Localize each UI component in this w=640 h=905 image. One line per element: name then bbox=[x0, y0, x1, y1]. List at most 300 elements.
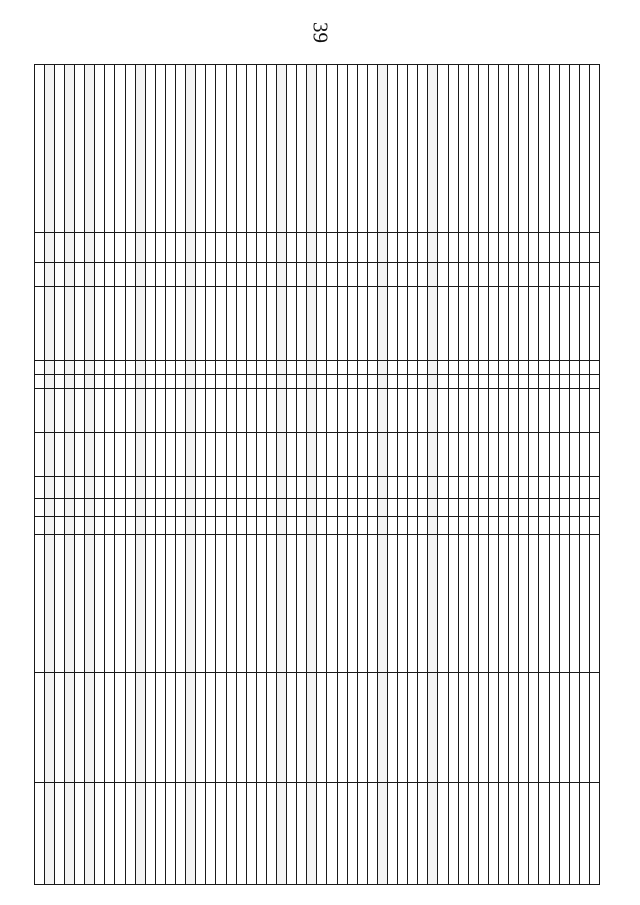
table-cell bbox=[54, 233, 64, 263]
table-cell bbox=[266, 433, 276, 477]
table-row bbox=[256, 65, 266, 885]
table-cell bbox=[95, 389, 105, 433]
table-cell bbox=[176, 477, 186, 499]
table-cell bbox=[317, 783, 327, 885]
table-cell bbox=[438, 477, 448, 499]
table-cell bbox=[448, 517, 458, 535]
table-cell bbox=[297, 673, 307, 783]
table-cell bbox=[54, 477, 64, 499]
table-cell bbox=[277, 361, 287, 375]
table-cell bbox=[337, 517, 347, 535]
table-cell bbox=[388, 673, 398, 783]
table-cell bbox=[307, 389, 317, 433]
register-table bbox=[34, 64, 600, 885]
table-cell bbox=[277, 287, 287, 361]
table-cell bbox=[428, 233, 438, 263]
table-cell bbox=[105, 263, 115, 287]
table-cell bbox=[105, 477, 115, 499]
table-row bbox=[246, 65, 256, 885]
table-cell bbox=[317, 433, 327, 477]
table-cell bbox=[448, 477, 458, 499]
table-cell bbox=[468, 65, 478, 233]
table-cell bbox=[165, 389, 175, 433]
table-cell bbox=[34, 375, 44, 389]
table-cell bbox=[155, 535, 165, 673]
table-cell bbox=[499, 433, 509, 477]
table-cell bbox=[549, 361, 559, 375]
table-cell bbox=[196, 263, 206, 287]
table-cell bbox=[105, 287, 115, 361]
table-cell bbox=[488, 433, 498, 477]
table-cell bbox=[347, 287, 357, 361]
table-cell bbox=[408, 433, 418, 477]
table-cell bbox=[155, 783, 165, 885]
table-cell bbox=[569, 535, 579, 673]
table-cell bbox=[176, 375, 186, 389]
table-cell bbox=[317, 517, 327, 535]
table-cell bbox=[418, 783, 428, 885]
table-cell bbox=[216, 287, 226, 361]
table-cell bbox=[398, 499, 408, 517]
table-row bbox=[539, 65, 549, 885]
table-cell bbox=[367, 65, 377, 233]
table-cell bbox=[105, 499, 115, 517]
table-cell bbox=[125, 783, 135, 885]
table-row bbox=[559, 65, 569, 885]
table-cell bbox=[95, 673, 105, 783]
table-cell bbox=[327, 65, 337, 233]
table-cell bbox=[398, 783, 408, 885]
table-cell bbox=[559, 263, 569, 287]
table-cell bbox=[428, 517, 438, 535]
table-cell bbox=[105, 517, 115, 535]
table-subtotal-row bbox=[135, 65, 145, 885]
table-cell bbox=[388, 263, 398, 287]
table-subtotal-row bbox=[186, 65, 196, 885]
table-cell bbox=[186, 263, 196, 287]
table-cell bbox=[266, 375, 276, 389]
table-cell bbox=[478, 517, 488, 535]
table-cell bbox=[559, 233, 569, 263]
table-cell bbox=[145, 517, 155, 535]
table-cell bbox=[256, 287, 266, 361]
table-cell bbox=[539, 389, 549, 433]
table-cell bbox=[186, 233, 196, 263]
table-cell bbox=[509, 433, 519, 477]
table-cell bbox=[448, 361, 458, 375]
table-cell bbox=[44, 517, 54, 535]
table-cell bbox=[539, 783, 549, 885]
table-cell bbox=[75, 517, 85, 535]
table-cell bbox=[438, 263, 448, 287]
table-cell bbox=[438, 65, 448, 233]
table-cell bbox=[428, 433, 438, 477]
table-cell bbox=[549, 433, 559, 477]
table-cell bbox=[509, 65, 519, 233]
table-cell bbox=[34, 535, 44, 673]
table-cell bbox=[266, 389, 276, 433]
table-cell bbox=[236, 477, 246, 499]
table-row bbox=[165, 65, 175, 885]
table-cell bbox=[398, 65, 408, 233]
table-cell bbox=[347, 433, 357, 477]
table-cell bbox=[529, 263, 539, 287]
table-row bbox=[488, 65, 498, 885]
table-cell bbox=[458, 263, 468, 287]
table-row bbox=[408, 65, 418, 885]
table-cell bbox=[34, 233, 44, 263]
table-cell bbox=[216, 433, 226, 477]
table-row bbox=[337, 65, 347, 885]
table-cell bbox=[246, 517, 256, 535]
table-cell bbox=[559, 433, 569, 477]
table-cell bbox=[347, 65, 357, 233]
table-cell bbox=[367, 389, 377, 433]
table-cell bbox=[85, 433, 95, 477]
table-cell bbox=[65, 783, 75, 885]
table-cell bbox=[266, 673, 276, 783]
table-cell bbox=[125, 499, 135, 517]
table-row bbox=[569, 65, 579, 885]
table-cell bbox=[388, 433, 398, 477]
table-cell bbox=[569, 783, 579, 885]
table-cell bbox=[155, 433, 165, 477]
table-cell bbox=[135, 65, 145, 233]
table-cell bbox=[85, 287, 95, 361]
table-cell bbox=[357, 477, 367, 499]
table-cell bbox=[589, 535, 599, 673]
register-table-container bbox=[74, 64, 600, 884]
table-cell bbox=[438, 375, 448, 389]
table-cell bbox=[75, 535, 85, 673]
table-cell bbox=[559, 375, 569, 389]
table-cell bbox=[499, 673, 509, 783]
table-cell bbox=[85, 389, 95, 433]
table-cell bbox=[519, 477, 529, 499]
table-cell bbox=[549, 389, 559, 433]
table-cell bbox=[95, 433, 105, 477]
table-cell bbox=[488, 517, 498, 535]
table-cell bbox=[135, 433, 145, 477]
table-cell bbox=[438, 433, 448, 477]
table-cell bbox=[287, 477, 297, 499]
table-cell bbox=[377, 535, 387, 673]
table-cell bbox=[44, 65, 54, 233]
table-cell bbox=[458, 499, 468, 517]
table-row bbox=[287, 65, 297, 885]
table-cell bbox=[418, 535, 428, 673]
table-cell bbox=[428, 375, 438, 389]
table-cell bbox=[589, 477, 599, 499]
table-cell bbox=[226, 233, 236, 263]
table-cell bbox=[135, 263, 145, 287]
table-cell bbox=[539, 361, 549, 375]
table-cell bbox=[509, 535, 519, 673]
table-cell bbox=[519, 287, 529, 361]
table-cell bbox=[569, 233, 579, 263]
table-cell bbox=[125, 389, 135, 433]
table-cell bbox=[539, 375, 549, 389]
table-cell bbox=[519, 375, 529, 389]
table-cell bbox=[317, 477, 327, 499]
table-cell bbox=[125, 263, 135, 287]
table-cell bbox=[438, 673, 448, 783]
table-cell bbox=[307, 361, 317, 375]
table-cell bbox=[398, 535, 408, 673]
table-cell bbox=[85, 477, 95, 499]
table-cell bbox=[539, 535, 549, 673]
table-cell bbox=[448, 783, 458, 885]
table-cell bbox=[327, 433, 337, 477]
table-cell bbox=[287, 673, 297, 783]
table-cell bbox=[85, 65, 95, 233]
table-cell bbox=[569, 477, 579, 499]
table-row bbox=[529, 65, 539, 885]
table-subtotal-row bbox=[65, 65, 75, 885]
table-cell bbox=[287, 389, 297, 433]
table-cell bbox=[408, 375, 418, 389]
table-cell bbox=[579, 433, 589, 477]
table-cell bbox=[155, 673, 165, 783]
table-subtotal-row bbox=[44, 65, 54, 885]
table-cell bbox=[458, 233, 468, 263]
table-cell bbox=[327, 535, 337, 673]
table-cell bbox=[54, 65, 64, 233]
table-cell bbox=[65, 65, 75, 233]
table-cell bbox=[589, 433, 599, 477]
table-cell bbox=[468, 673, 478, 783]
table-cell bbox=[468, 361, 478, 375]
table-cell bbox=[408, 783, 418, 885]
table-cell bbox=[488, 233, 498, 263]
table-cell bbox=[317, 375, 327, 389]
table-cell bbox=[226, 783, 236, 885]
table-cell bbox=[357, 375, 367, 389]
table-cell bbox=[95, 517, 105, 535]
table-cell bbox=[186, 361, 196, 375]
table-cell bbox=[54, 433, 64, 477]
table-cell bbox=[196, 65, 206, 233]
table-cell bbox=[559, 517, 569, 535]
table-cell bbox=[327, 673, 337, 783]
table-cell bbox=[246, 477, 256, 499]
table-cell bbox=[327, 287, 337, 361]
table-cell bbox=[246, 783, 256, 885]
table-cell bbox=[125, 433, 135, 477]
table-cell bbox=[529, 517, 539, 535]
table-cell bbox=[216, 263, 226, 287]
table-cell bbox=[186, 783, 196, 885]
table-cell bbox=[307, 535, 317, 673]
table-cell bbox=[236, 287, 246, 361]
table-cell bbox=[377, 783, 387, 885]
table-cell bbox=[519, 673, 529, 783]
table-cell bbox=[408, 517, 418, 535]
table-cell bbox=[105, 233, 115, 263]
table-cell bbox=[499, 263, 509, 287]
table-cell bbox=[398, 673, 408, 783]
table-cell bbox=[236, 375, 246, 389]
table-subtotal-row bbox=[307, 65, 317, 885]
table-cell bbox=[266, 499, 276, 517]
table-cell bbox=[448, 499, 458, 517]
table-cell bbox=[85, 263, 95, 287]
table-cell bbox=[418, 263, 428, 287]
table-cell bbox=[519, 389, 529, 433]
table-cell bbox=[418, 517, 428, 535]
table-cell bbox=[478, 389, 488, 433]
table-cell bbox=[226, 65, 236, 233]
table-cell bbox=[115, 477, 125, 499]
table-cell bbox=[579, 65, 589, 233]
table-cell bbox=[176, 287, 186, 361]
table-cell bbox=[377, 477, 387, 499]
table-cell bbox=[428, 783, 438, 885]
table-cell bbox=[145, 477, 155, 499]
table-cell bbox=[266, 535, 276, 673]
table-cell bbox=[65, 477, 75, 499]
table-cell bbox=[529, 783, 539, 885]
table-subtotal-row bbox=[277, 65, 287, 885]
table-cell bbox=[186, 517, 196, 535]
table-cell bbox=[458, 65, 468, 233]
table-row bbox=[206, 65, 216, 885]
table-cell bbox=[579, 263, 589, 287]
table-cell bbox=[307, 517, 317, 535]
table-cell bbox=[499, 65, 509, 233]
table-cell bbox=[388, 517, 398, 535]
table-cell bbox=[569, 65, 579, 233]
table-cell bbox=[579, 375, 589, 389]
table-cell bbox=[246, 375, 256, 389]
table-cell bbox=[34, 673, 44, 783]
table-cell bbox=[145, 233, 155, 263]
table-cell bbox=[377, 263, 387, 287]
table-cell bbox=[408, 499, 418, 517]
table-cell bbox=[75, 783, 85, 885]
table-subtotal-row bbox=[85, 65, 95, 885]
table-cell bbox=[499, 233, 509, 263]
table-cell bbox=[317, 65, 327, 233]
table-cell bbox=[388, 389, 398, 433]
table-cell bbox=[408, 535, 418, 673]
table-cell bbox=[246, 263, 256, 287]
page-number: 39 bbox=[308, 22, 333, 43]
table-cell bbox=[448, 375, 458, 389]
table-cell bbox=[95, 287, 105, 361]
table-cell bbox=[165, 535, 175, 673]
table-row bbox=[145, 65, 155, 885]
table-cell bbox=[529, 375, 539, 389]
table-cell bbox=[478, 233, 488, 263]
table-cell bbox=[246, 65, 256, 233]
table-row bbox=[398, 65, 408, 885]
table-cell bbox=[85, 517, 95, 535]
table-cell bbox=[297, 263, 307, 287]
table-cell bbox=[539, 65, 549, 233]
table-cell bbox=[529, 477, 539, 499]
table-cell bbox=[347, 389, 357, 433]
table-cell bbox=[277, 433, 287, 477]
table-cell bbox=[246, 389, 256, 433]
table-cell bbox=[256, 535, 266, 673]
table-cell bbox=[579, 673, 589, 783]
table-cell bbox=[65, 375, 75, 389]
table-cell bbox=[297, 433, 307, 477]
table-cell bbox=[589, 65, 599, 233]
table-cell bbox=[438, 499, 448, 517]
table-cell bbox=[499, 361, 509, 375]
table-cell bbox=[85, 375, 95, 389]
table-cell bbox=[287, 375, 297, 389]
table-cell bbox=[418, 673, 428, 783]
table-cell bbox=[95, 361, 105, 375]
table-cell bbox=[206, 477, 216, 499]
table-row bbox=[105, 65, 115, 885]
table-cell bbox=[549, 535, 559, 673]
table-cell bbox=[34, 65, 44, 233]
table-cell bbox=[509, 783, 519, 885]
table-cell bbox=[287, 433, 297, 477]
table-cell bbox=[589, 263, 599, 287]
table-cell bbox=[357, 65, 367, 233]
table-cell bbox=[478, 535, 488, 673]
table-cell bbox=[256, 673, 266, 783]
table-row bbox=[297, 65, 307, 885]
table-cell bbox=[509, 233, 519, 263]
table-cell bbox=[529, 287, 539, 361]
table-cell bbox=[367, 517, 377, 535]
table-cell bbox=[428, 477, 438, 499]
table-cell bbox=[488, 361, 498, 375]
table-cell bbox=[569, 389, 579, 433]
table-cell bbox=[226, 287, 236, 361]
table-cell bbox=[488, 673, 498, 783]
table-cell bbox=[105, 783, 115, 885]
table-cell bbox=[54, 361, 64, 375]
table-cell bbox=[125, 375, 135, 389]
table-cell bbox=[277, 535, 287, 673]
table-cell bbox=[165, 783, 175, 885]
table-cell bbox=[277, 477, 287, 499]
table-cell bbox=[226, 535, 236, 673]
table-cell bbox=[165, 65, 175, 233]
table-cell bbox=[85, 673, 95, 783]
table-row bbox=[75, 65, 85, 885]
table-cell bbox=[34, 287, 44, 361]
table-cell bbox=[256, 477, 266, 499]
table-cell bbox=[377, 375, 387, 389]
table-cell bbox=[95, 477, 105, 499]
table-cell bbox=[44, 477, 54, 499]
table-cell bbox=[418, 287, 428, 361]
table-cell bbox=[115, 535, 125, 673]
table-cell bbox=[529, 65, 539, 233]
table-cell bbox=[135, 535, 145, 673]
table-subtotal-row bbox=[428, 65, 438, 885]
table-cell bbox=[115, 65, 125, 233]
table-cell bbox=[367, 433, 377, 477]
table-cell bbox=[206, 263, 216, 287]
table-cell bbox=[216, 233, 226, 263]
table-cell bbox=[408, 263, 418, 287]
table-cell bbox=[438, 535, 448, 673]
table-cell bbox=[398, 233, 408, 263]
table-cell bbox=[287, 361, 297, 375]
table-cell bbox=[155, 499, 165, 517]
table-cell bbox=[266, 517, 276, 535]
table-cell bbox=[65, 361, 75, 375]
